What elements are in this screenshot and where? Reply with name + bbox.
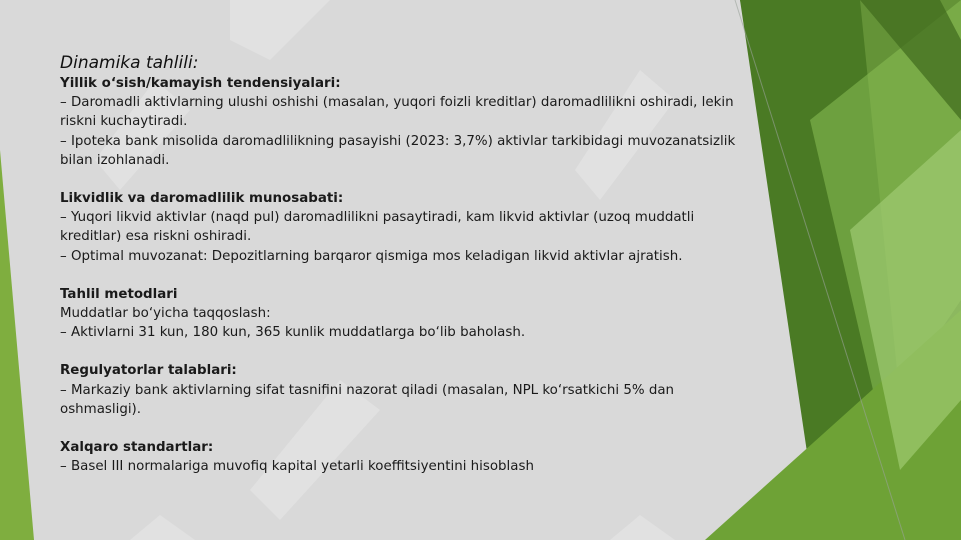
left-green-strip <box>0 150 34 540</box>
section-growth-trends <box>60 74 740 170</box>
slide-content <box>60 52 740 495</box>
section-line: Muddatlar bo‘yicha taqqoslash: <box>60 306 271 322</box>
section-line: – Markaziy bank aktivlarning sifat tasnifini nazorat qiladi (masalan, NPL ko‘rsatkichi 5% dan oshmasligi). <box>60 382 679 417</box>
section-line: – Ipoteka bank misolida daromadlilikning pasayishi (2023: 3,7%) aktivlar tarkibidagi muvozanatsizlik bilan izohlanadi. <box>60 133 740 168</box>
section-line: – Aktivlarni 31 kun, 180 kun, 365 kunlik muddatlarga bo‘lib baholash. <box>60 325 526 341</box>
section-line: – Basel III normalariga muvofiq kapital yetarli koeffitsiyentini hisoblash <box>60 459 534 475</box>
section-title: Regulyatorlar talablari: <box>60 363 237 379</box>
section-regulatory-requirements <box>60 361 740 419</box>
section-line: – Daromadli aktivlarning ulushi oshishi (masalan, yuqori foizli kreditlar) daromadlilikni oshiradi, lekin riskni kuchaytiradi. <box>60 95 738 130</box>
section-line: – Optimal muvozanat: Depozitlarning barqaror qismiga mos keladigan likvid aktivlar ajratish. <box>60 248 683 264</box>
section-title: Tahlil metodlari <box>60 286 178 302</box>
section-title: Likvidlik va daromadlilik munosabati: <box>60 191 344 207</box>
watermark-shape-6 <box>610 515 675 540</box>
watermark-shape-5 <box>130 515 195 540</box>
slide-heading: Dinamika tahlili: <box>60 53 199 73</box>
watermark-shape-3 <box>230 0 330 60</box>
section-international-standards <box>60 438 740 476</box>
section-analysis-methods <box>60 285 740 343</box>
section-line: – Yuqori likvid aktivlar (naqd pul) daromadlilikni pasaytiradi, kam likvid aktivlar (uzoq muddatli kreditlar) esa riskni oshiradi. <box>60 210 699 245</box>
section-title: Xalqaro standartlar: <box>60 440 214 456</box>
section-title: Yillik o‘sish/kamayish tendensiyalari: <box>60 76 341 91</box>
section-liquidity-profitability <box>60 189 740 266</box>
